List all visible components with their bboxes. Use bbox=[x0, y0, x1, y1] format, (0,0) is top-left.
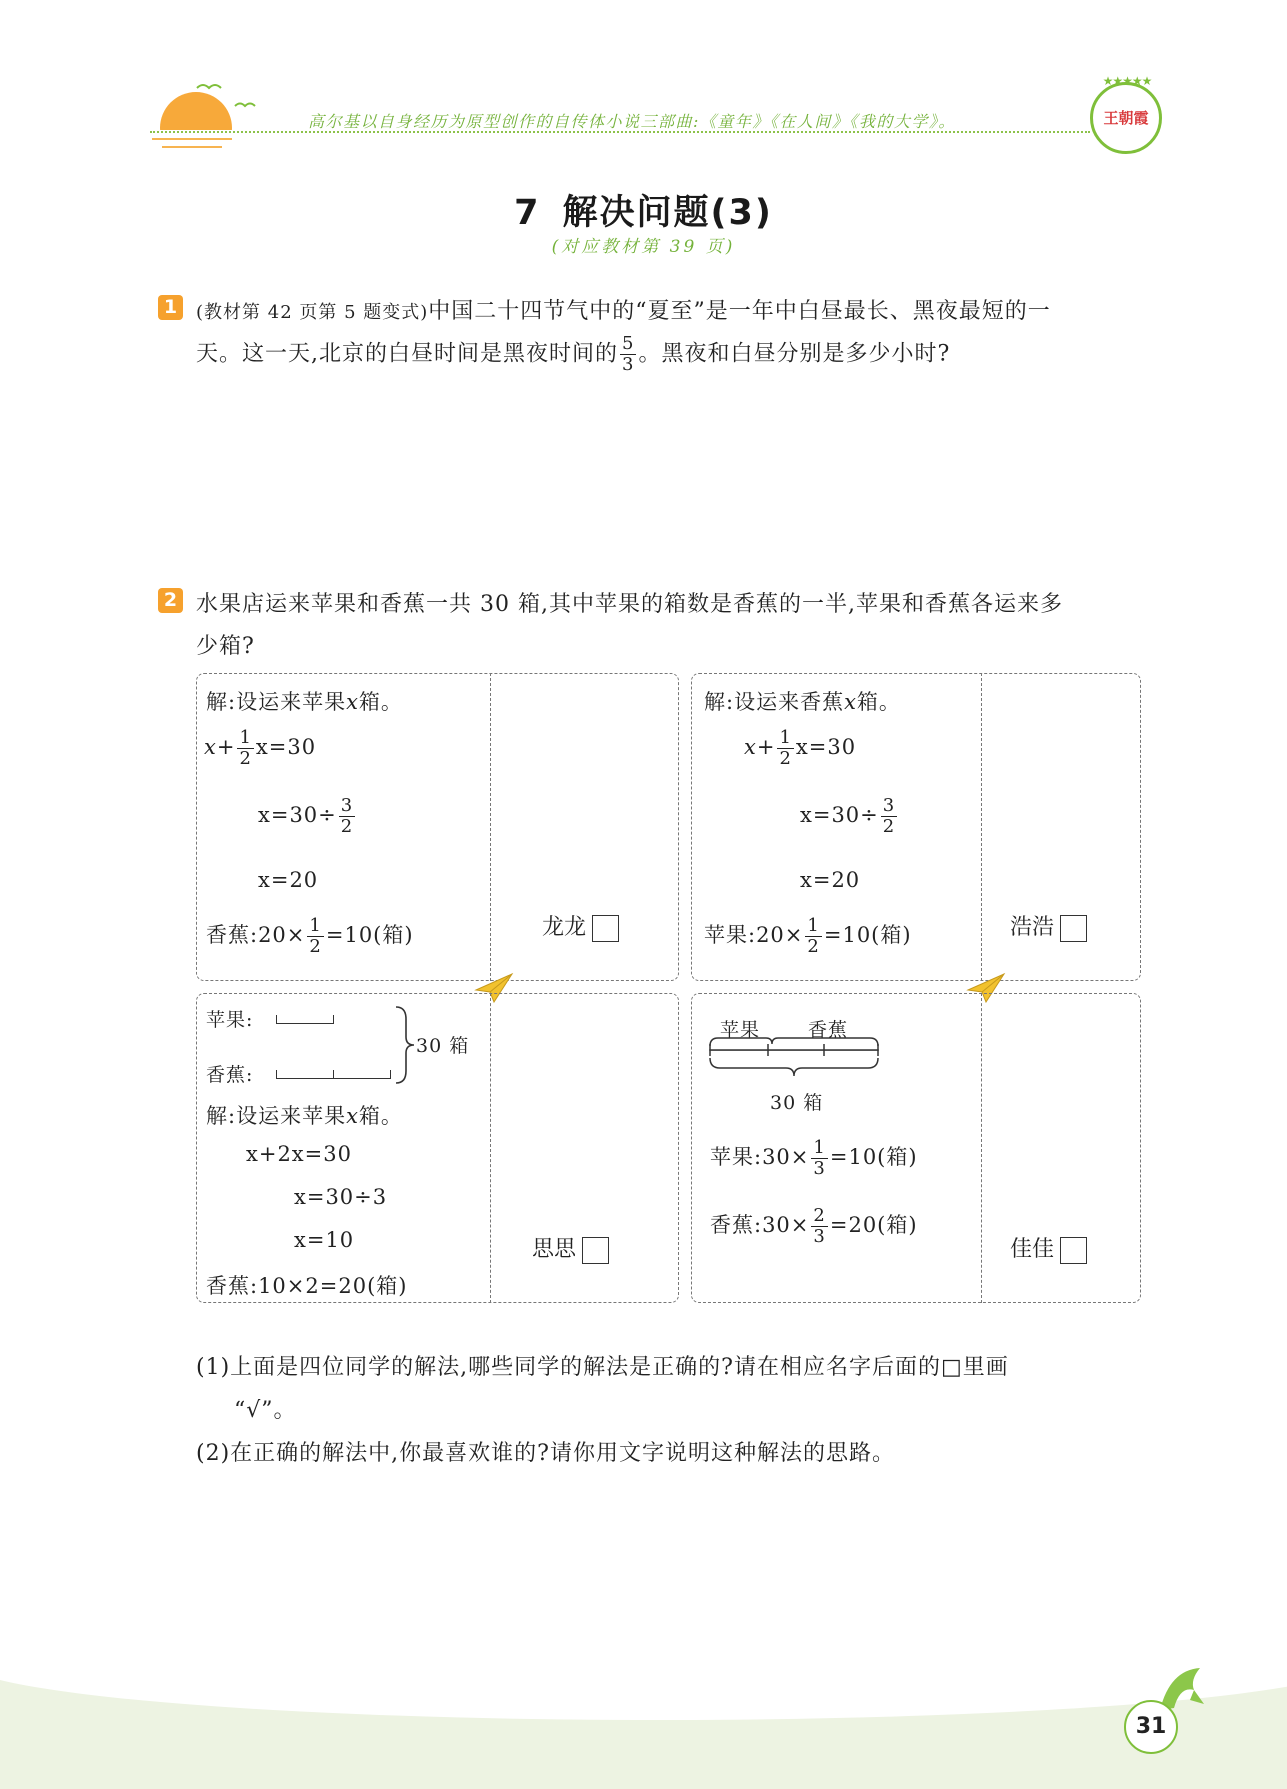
solution-a-equation-1: x+ $\frac{1}{2}$ x=30 bbox=[204, 727, 317, 769]
student-longlong: 龙龙 bbox=[542, 910, 619, 942]
sub-question-1-line-2: “√”。 bbox=[234, 1398, 297, 1423]
diagram-c-total: 30 箱 bbox=[416, 1035, 470, 1057]
diagram-c-banana-bar-2 bbox=[334, 1070, 391, 1079]
student-haohao: 浩浩 bbox=[1010, 910, 1087, 942]
solution-b-equation-2: x=30÷ $\frac{3}{2}$ bbox=[800, 795, 896, 837]
checkbox-sisi[interactable] bbox=[582, 1237, 609, 1264]
sub-question-1-line-1: (1)上面是四位同学的解法,哪些同学的解法是正确的?请在相应名字后面的□里画 bbox=[196, 1355, 1009, 1380]
student-jiajia: 佳佳 bbox=[1010, 1232, 1087, 1264]
sub-question-2: (2)在正确的解法中,你最喜欢谁的?请你用文字说明这种解法的思路。 bbox=[196, 1441, 895, 1466]
diagram-c-apple-bar bbox=[276, 1015, 334, 1024]
solution-b-equation-3: x=20 bbox=[800, 868, 861, 892]
diagram-c-banana-bar-1 bbox=[276, 1070, 334, 1079]
question-1-badge: 1 bbox=[158, 295, 183, 320]
solution-b-equation-1: x+ $\frac{1}{2}$ x=30 bbox=[744, 727, 857, 769]
solution-c-equation-3: x=10 bbox=[294, 1228, 355, 1252]
diagram-d-bar bbox=[706, 1034, 886, 1088]
solution-a-equation-2: x=30÷ $\frac{3}{2}$ bbox=[258, 795, 354, 837]
brand-logo bbox=[1090, 82, 1162, 154]
brand-logo-text: 王朝霞 bbox=[1103, 109, 1149, 127]
diagram-d-banana-label: 香蕉 bbox=[808, 1019, 849, 1041]
solution-c-equation-2: x=30÷3 bbox=[294, 1185, 388, 1209]
solution-c-equation-1: x+2x=30 bbox=[246, 1142, 352, 1166]
diagram-d-apple-label: 苹果 bbox=[720, 1019, 761, 1041]
page-number: 31 bbox=[1124, 1700, 1178, 1754]
page-title bbox=[0, 185, 1287, 235]
brace-icon bbox=[394, 1005, 416, 1085]
solution-a-answer: 香蕉:20× $\frac{1}{2}$ =10(箱) bbox=[206, 915, 414, 957]
question-1-line-2: 天。这一天,北京的白昼时间是黑夜时间的 $\frac{5}{3}$ 。黑夜和白昼分别是多少小时? bbox=[196, 333, 951, 375]
birds-icon bbox=[195, 78, 265, 118]
solution-b-let: 解:设运来香蕉x箱。 bbox=[704, 690, 901, 714]
student-sisi: 思思 bbox=[532, 1232, 609, 1264]
solution-b-answer: 苹果:20× $\frac{1}{2}$ =10(箱) bbox=[704, 915, 912, 957]
question-2-badge: 2 bbox=[158, 588, 183, 613]
diagram-c-banana-label: 香蕉: bbox=[206, 1064, 254, 1086]
lesson-title: 解决问题(3) bbox=[562, 193, 773, 233]
diagram-c-apple-label: 苹果: bbox=[206, 1009, 254, 1031]
solution-a-equation-3: x=20 bbox=[258, 868, 319, 892]
checkbox-longlong[interactable] bbox=[592, 915, 619, 942]
fraction-five-thirds: $\frac{5}{3}$ bbox=[622, 333, 635, 375]
solution-a-let: 解:设运来苹果x箱。 bbox=[206, 690, 403, 714]
solution-d-banana-answer: 香蕉:30× $\frac{2}{3}$ =20(箱) bbox=[710, 1205, 918, 1247]
checkbox-haohao[interactable] bbox=[1060, 915, 1087, 942]
solution-c-answer: 香蕉:10×2=20(箱) bbox=[206, 1274, 408, 1298]
question-1-line-1: (教材第 42 页第 5 题变式)中国二十四节气中的“夏至”是一年中白昼最长、黑夜最短的一 bbox=[196, 299, 1051, 324]
header-banner-text: 高尔基以自身经历为原型创作的自传体小说三部曲:《童年》《在人间》《我的大学》。 bbox=[308, 112, 956, 131]
solution-c-let: 解:设运来苹果x箱。 bbox=[206, 1104, 403, 1128]
textbook-reference: (对应教材第 39 页) bbox=[551, 237, 736, 257]
question-2-line-1: 水果店运来苹果和香蕉一共 30 箱,其中苹果的箱数是香蕉的一半,苹果和香蕉各运来多 bbox=[196, 592, 1063, 617]
solution-d-apple-answer: 苹果:30× $\frac{1}{3}$ =10(箱) bbox=[710, 1137, 918, 1179]
checkbox-jiajia[interactable] bbox=[1060, 1237, 1087, 1264]
diagram-d-total: 30 箱 bbox=[770, 1092, 824, 1114]
star-icons: ★★★★★ bbox=[1102, 74, 1152, 88]
question-2-line-2: 少箱? bbox=[196, 634, 255, 659]
lesson-number: 7 bbox=[514, 193, 541, 233]
question-1-source: (教材第 42 页第 5 题变式) bbox=[196, 302, 429, 323]
